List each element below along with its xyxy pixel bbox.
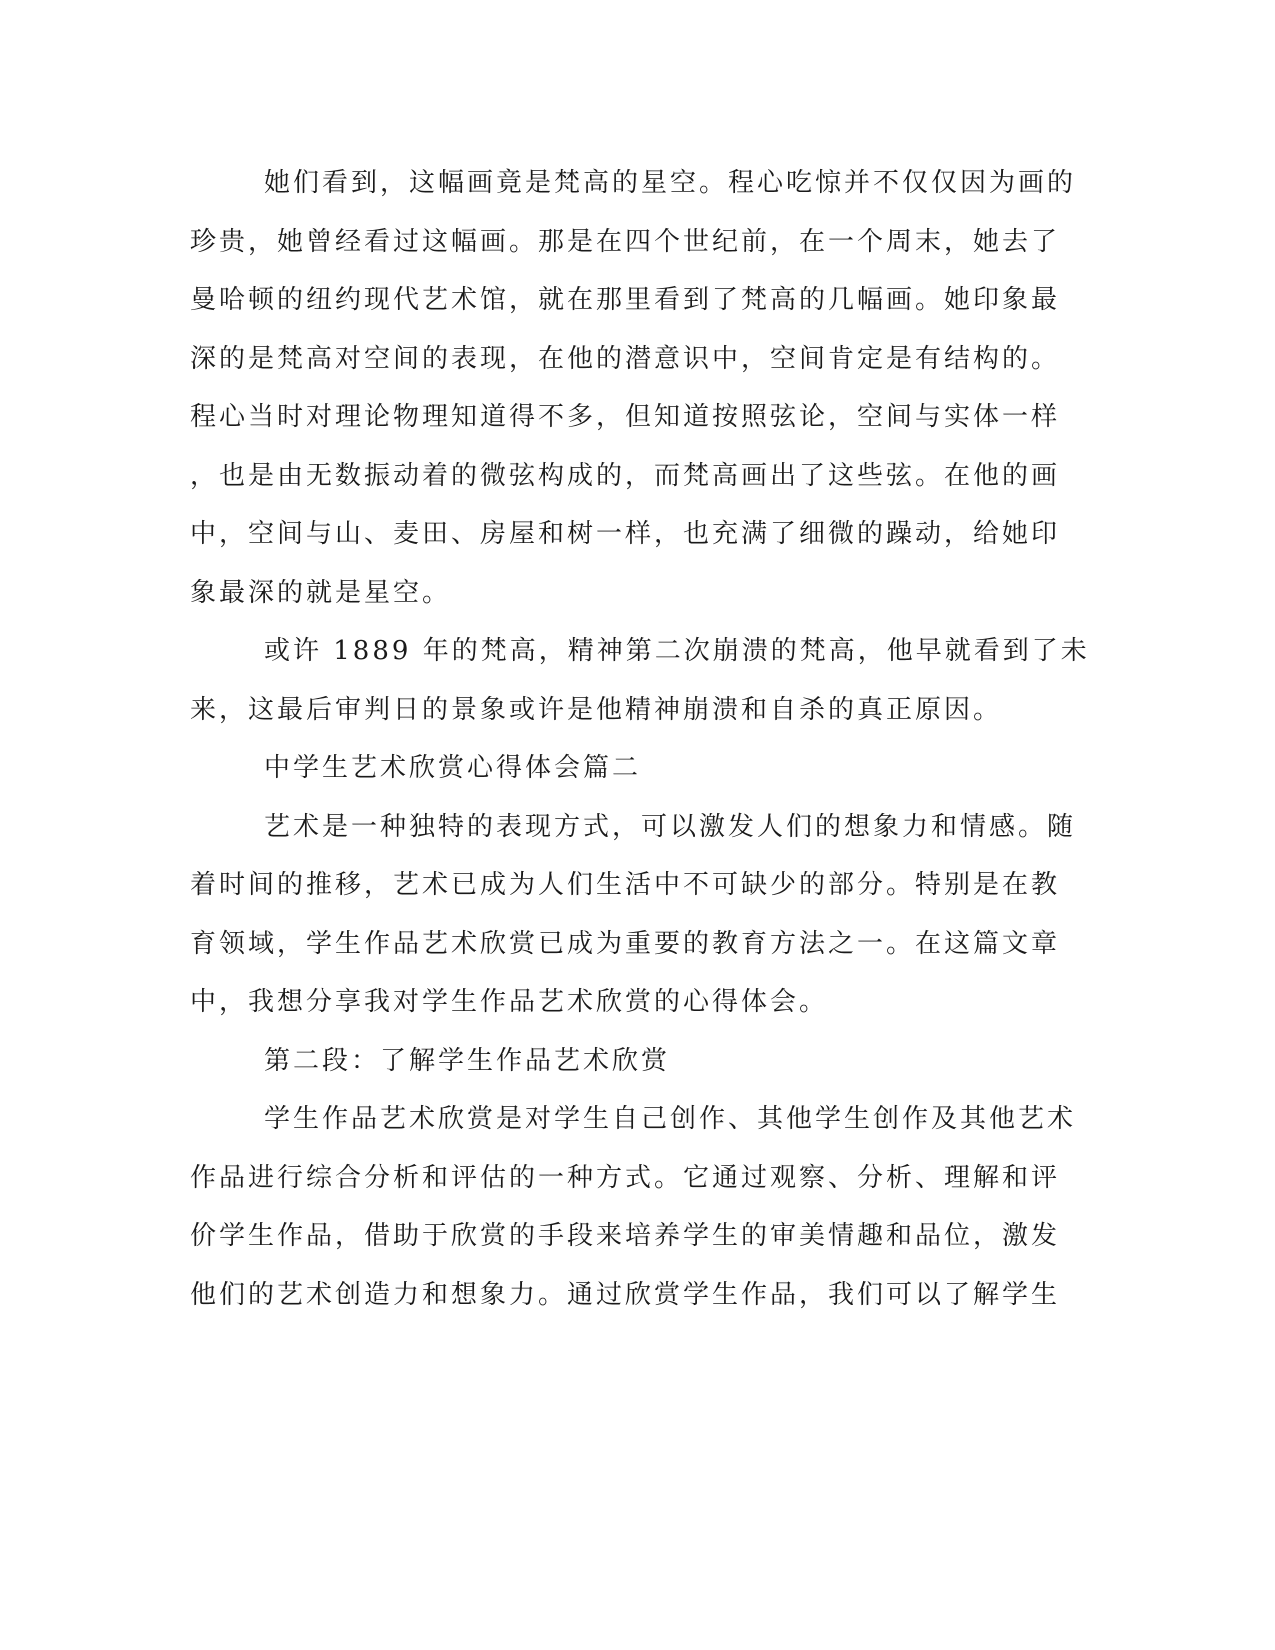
paragraph-4-line-1: 学生作品艺术欣赏是对学生自己创作、其他学生创作及其他艺术 — [264, 1104, 1077, 1134]
paragraph-3-line-1: 艺术是一种独特的表现方式，可以激发人们的想象力和情感。随 — [264, 812, 1077, 842]
paragraph-1-line-8: 象最深的就是星空。 — [190, 578, 452, 608]
subheading-second-section: 第二段：了解学生作品艺术欣赏 — [264, 1046, 671, 1076]
paragraph-4-line-2: 作品进行综合分析和评估的一种方式。它通过观察、分析、理解和评 — [190, 1163, 1061, 1193]
paragraph-4-line-4: 他们的艺术创造力和想象力。通过欣赏学生作品，我们可以了解学生 — [190, 1280, 1061, 1310]
section-heading-part-two: 中学生艺术欣赏心得体会篇二 — [264, 753, 642, 783]
paragraph-3-line-2: 着时间的推移，艺术已成为人们生活中不可缺少的部分。特别是在教 — [190, 870, 1061, 900]
paragraph-1-line-6: ，也是由无数振动着的微弦构成的，而梵高画出了这些弦。在他的画 — [190, 461, 1061, 491]
paragraph-1-line-5: 程心当时对理论物理知道得不多，但知道按照弦论，空间与实体一样 — [190, 402, 1061, 432]
paragraph-2-line-1: 或许 1889 年的梵高，精神第二次崩溃的梵高，他早就看到了未 — [264, 636, 1090, 666]
paragraph-1-line-7: 中，空间与山、麦田、房屋和树一样，也充满了细微的躁动，给她印 — [190, 519, 1061, 549]
paragraph-1-line-1: 她们看到，这幅画竟是梵高的星空。程心吃惊并不仅仅因为画的 — [264, 168, 1077, 198]
paragraph-3-line-3: 育领域，学生作品艺术欣赏已成为重要的教育方法之一。在这篇文章 — [190, 929, 1061, 959]
paragraph-1-line-2: 珍贵，她曾经看过这幅画。那是在四个世纪前，在一个周末，她去了 — [190, 227, 1061, 257]
paragraph-4-line-3: 价学生作品，借助于欣赏的手段来培养学生的审美情趣和品位，激发 — [190, 1221, 1061, 1251]
paragraph-2-line-2: 来，这最后审判日的景象或许是他精神崩溃和自杀的真正原因。 — [190, 695, 1003, 725]
paragraph-1-line-3: 曼哈顿的纽约现代艺术馆，就在那里看到了梵高的几幅画。她印象最 — [190, 285, 1061, 315]
paragraph-1-line-4: 深的是梵高对空间的表现，在他的潜意识中，空间肯定是有结构的。 — [190, 344, 1061, 374]
paragraph-3-line-4: 中，我想分享我对学生作品艺术欣赏的心得体会。 — [190, 987, 829, 1017]
